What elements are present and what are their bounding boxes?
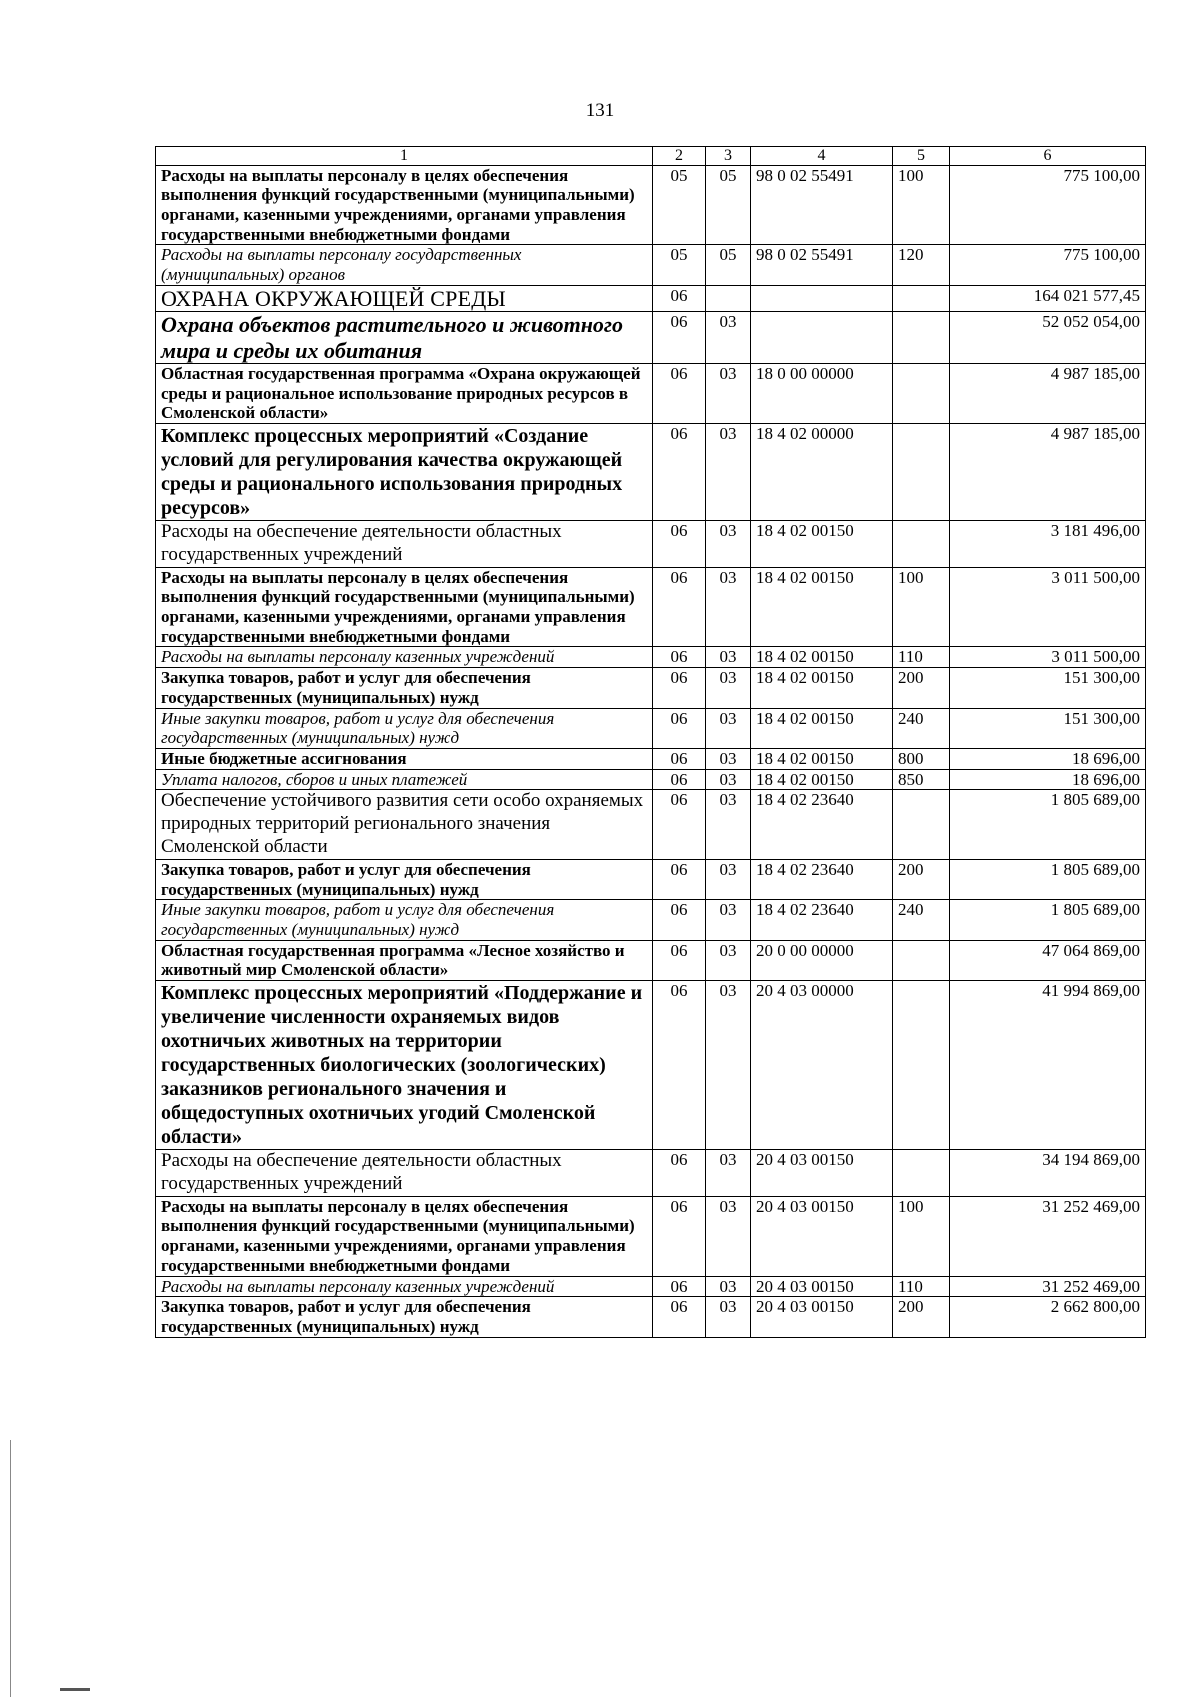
- subsection-code: 03: [706, 769, 751, 790]
- amount: 52 052 054,00: [950, 312, 1146, 364]
- table-row: [156, 567, 1146, 647]
- subsection-code: 03: [706, 312, 751, 364]
- amount: 34 194 869,00: [950, 1150, 1146, 1197]
- subsection-code: 03: [706, 1150, 751, 1197]
- subsection-code: 05: [706, 245, 751, 285]
- expense-type-code: [893, 940, 950, 980]
- col-header-5: 5: [893, 147, 950, 166]
- row-name: Иные закупки товаров, работ и услуг для обеспечения государственных (муниципальных) нужд: [156, 708, 653, 748]
- expense-type-code: [893, 1150, 950, 1197]
- amount: 3 011 500,00: [950, 567, 1146, 647]
- expense-type-code: 800: [893, 749, 950, 770]
- target-article-code: 18 4 02 00150: [751, 520, 893, 567]
- expense-type-code: 200: [893, 859, 950, 899]
- row-name: Комплекс процессных мероприятий «Поддержание и увеличение численности охраняемых видов охотничьих животных на территории государственных биологических (зоологических) заказников регионального значения и общедоступных охотничьих угодий Смоленской области»: [156, 981, 653, 1150]
- expense-type-code: [893, 285, 950, 311]
- table-row: [156, 245, 1146, 285]
- table-row: [156, 668, 1146, 708]
- table-row: [156, 749, 1146, 770]
- subsection-code: 03: [706, 1276, 751, 1297]
- row-name: Областная государственная программа «Охрана окружающей среды и рациональное использование природных ресурсов в Смоленской области»: [156, 363, 653, 423]
- expense-type-code: 240: [893, 900, 950, 940]
- amount: 31 252 469,00: [950, 1196, 1146, 1276]
- amount: 151 300,00: [950, 668, 1146, 708]
- scan-mark: [60, 1688, 90, 1691]
- table-row: [156, 1196, 1146, 1276]
- amount: 1 805 689,00: [950, 859, 1146, 899]
- section-code: 06: [653, 567, 706, 647]
- section-code: 06: [653, 647, 706, 668]
- subsection-code: 03: [706, 790, 751, 859]
- table-row: [156, 708, 1146, 748]
- section-code: 06: [653, 1276, 706, 1297]
- expense-type-code: 240: [893, 708, 950, 748]
- col-header-3: 3: [706, 147, 751, 166]
- table-row: [156, 1150, 1146, 1197]
- table-row: [156, 312, 1146, 364]
- amount: 2 662 800,00: [950, 1297, 1146, 1337]
- amount: 3 011 500,00: [950, 647, 1146, 668]
- table-row: [156, 165, 1146, 245]
- expense-type-code: [893, 312, 950, 364]
- amount: 775 100,00: [950, 245, 1146, 285]
- target-article-code: 20 4 03 00150: [751, 1297, 893, 1337]
- target-article-code: 20 0 00 00000: [751, 940, 893, 980]
- section-code: 06: [653, 363, 706, 423]
- amount: 164 021 577,45: [950, 285, 1146, 311]
- amount: 18 696,00: [950, 749, 1146, 770]
- amount: 1 805 689,00: [950, 900, 1146, 940]
- expense-type-code: [893, 520, 950, 567]
- expense-type-code: 110: [893, 1276, 950, 1297]
- table-row: [156, 1297, 1146, 1337]
- expense-type-code: 100: [893, 1196, 950, 1276]
- table-row: [156, 790, 1146, 859]
- target-article-code: 18 4 02 00000: [751, 423, 893, 520]
- subsection-code: 03: [706, 1297, 751, 1337]
- section-code: 06: [653, 285, 706, 311]
- table-row: [156, 647, 1146, 668]
- section-code: 06: [653, 1196, 706, 1276]
- target-article-code: 18 4 02 00150: [751, 647, 893, 668]
- table-row: [156, 900, 1146, 940]
- target-article-code: 18 4 02 00150: [751, 708, 893, 748]
- section-code: 06: [653, 790, 706, 859]
- row-name: Иные бюджетные ассигнования: [156, 749, 653, 770]
- row-name: Расходы на выплаты персоналу в целях обеспечения выполнения функций государственными (муниципальными) органами, казенными учреждениями, органами управления государственными внебюджетными фондами: [156, 1196, 653, 1276]
- row-name: Комплекс процессных мероприятий «Создание условий для регулирования качества окружающей среды и рационального использования природных ресурсов»: [156, 423, 653, 520]
- row-name: Обеспечение устойчивого развития сети особо охраняемых природных территорий регионального значения Смоленской области: [156, 790, 653, 859]
- row-name: Закупка товаров, работ и услуг для обеспечения государственных (муниципальных) нужд: [156, 859, 653, 899]
- row-name: Уплата налогов, сборов и иных платежей: [156, 769, 653, 790]
- expense-type-code: 100: [893, 165, 950, 245]
- section-code: 06: [653, 423, 706, 520]
- amount: 1 805 689,00: [950, 790, 1146, 859]
- row-name: Расходы на обеспечение деятельности областных государственных учреждений: [156, 520, 653, 567]
- target-article-code: 18 4 02 23640: [751, 790, 893, 859]
- table-row: [156, 423, 1146, 520]
- amount: 151 300,00: [950, 708, 1146, 748]
- target-article-code: 20 4 03 00150: [751, 1150, 893, 1197]
- page-number: 131: [585, 100, 615, 121]
- table-row: [156, 520, 1146, 567]
- subsection-code: 03: [706, 981, 751, 1150]
- table-row: [156, 859, 1146, 899]
- target-article-code: 18 4 02 00150: [751, 668, 893, 708]
- target-article-code: 18 4 02 23640: [751, 859, 893, 899]
- row-name: Расходы на выплаты персоналу в целях обеспечения выполнения функций государственными (муниципальными) органами, казенными учреждениями, органами управления государственными внебюджетными фондами: [156, 567, 653, 647]
- subsection-code: 03: [706, 708, 751, 748]
- expense-type-code: [893, 423, 950, 520]
- section-code: 06: [653, 1297, 706, 1337]
- col-header-4: 4: [751, 147, 893, 166]
- amount: 3 181 496,00: [950, 520, 1146, 567]
- table-row: [156, 981, 1146, 1150]
- target-article-code: 18 4 02 00150: [751, 769, 893, 790]
- col-header-1: 1: [156, 147, 653, 166]
- row-name: Расходы на выплаты персоналу казенных учреждений: [156, 1276, 653, 1297]
- row-name: Расходы на выплаты персоналу в целях обеспечения выполнения функций государственными (муниципальными) органами, казенными учреждениями, органами управления государственными внебюджетными фондами: [156, 165, 653, 245]
- section-code: 06: [653, 940, 706, 980]
- section-code: 06: [653, 520, 706, 567]
- subsection-code: 03: [706, 859, 751, 899]
- expense-type-code: 100: [893, 567, 950, 647]
- section-code: 06: [653, 312, 706, 364]
- scan-edge-line: [10, 1440, 11, 1697]
- amount: 41 994 869,00: [950, 981, 1146, 1150]
- section-code: 06: [653, 708, 706, 748]
- expense-type-code: 200: [893, 668, 950, 708]
- subsection-code: 05: [706, 165, 751, 245]
- target-article-code: [751, 312, 893, 364]
- expense-type-code: [893, 790, 950, 859]
- subsection-code: 03: [706, 363, 751, 423]
- target-article-code: 98 0 02 55491: [751, 165, 893, 245]
- target-article-code: 20 4 03 00150: [751, 1276, 893, 1297]
- subsection-code: 03: [706, 940, 751, 980]
- row-name: Охрана объектов растительного и животного мира и среды их обитания: [156, 312, 653, 364]
- subsection-code: 03: [706, 900, 751, 940]
- target-article-code: [751, 285, 893, 311]
- row-name: Расходы на обеспечение деятельности областных государственных учреждений: [156, 1150, 653, 1197]
- expense-type-code: 200: [893, 1297, 950, 1337]
- row-name: Закупка товаров, работ и услуг для обеспечения государственных (муниципальных) нужд: [156, 668, 653, 708]
- subsection-code: 03: [706, 647, 751, 668]
- target-article-code: 98 0 02 55491: [751, 245, 893, 285]
- col-header-6: 6: [950, 147, 1146, 166]
- subsection-code: 03: [706, 423, 751, 520]
- table-row: [156, 1276, 1146, 1297]
- expense-type-code: 850: [893, 769, 950, 790]
- subsection-code: 03: [706, 567, 751, 647]
- amount: 18 696,00: [950, 769, 1146, 790]
- table-row: [156, 363, 1146, 423]
- row-name: Расходы на выплаты персоналу государственных (муниципальных) органов: [156, 245, 653, 285]
- target-article-code: 18 4 02 00150: [751, 567, 893, 647]
- target-article-code: 20 4 03 00000: [751, 981, 893, 1150]
- amount: 4 987 185,00: [950, 423, 1146, 520]
- table-row: [156, 940, 1146, 980]
- expense-type-code: [893, 363, 950, 423]
- row-name: Иные закупки товаров, работ и услуг для обеспечения государственных (муниципальных) нужд: [156, 900, 653, 940]
- amount: 47 064 869,00: [950, 940, 1146, 980]
- subsection-code: 03: [706, 1196, 751, 1276]
- section-code: 05: [653, 165, 706, 245]
- expense-type-code: 120: [893, 245, 950, 285]
- target-article-code: 18 0 00 00000: [751, 363, 893, 423]
- col-header-2: 2: [653, 147, 706, 166]
- subsection-code: 03: [706, 749, 751, 770]
- amount: 4 987 185,00: [950, 363, 1146, 423]
- section-code: 06: [653, 668, 706, 708]
- section-code: 05: [653, 245, 706, 285]
- target-article-code: 20 4 03 00150: [751, 1196, 893, 1276]
- table-row: [156, 769, 1146, 790]
- row-name: Расходы на выплаты персоналу казенных учреждений: [156, 647, 653, 668]
- section-code: 06: [653, 769, 706, 790]
- section-code: 06: [653, 1150, 706, 1197]
- table-row: [156, 285, 1146, 311]
- budget-table: [155, 146, 1146, 1338]
- amount: 31 252 469,00: [950, 1276, 1146, 1297]
- column-number-row: [156, 147, 1146, 166]
- expense-type-code: [893, 981, 950, 1150]
- target-article-code: 18 4 02 23640: [751, 900, 893, 940]
- subsection-code: 03: [706, 520, 751, 567]
- expense-type-code: 110: [893, 647, 950, 668]
- section-code: 06: [653, 900, 706, 940]
- row-name: Закупка товаров, работ и услуг для обеспечения государственных (муниципальных) нужд: [156, 1297, 653, 1337]
- row-name: ОХРАНА ОКРУЖАЮЩЕЙ СРЕДЫ: [156, 285, 653, 311]
- amount: 775 100,00: [950, 165, 1146, 245]
- section-code: 06: [653, 749, 706, 770]
- target-article-code: 18 4 02 00150: [751, 749, 893, 770]
- section-code: 06: [653, 981, 706, 1150]
- section-code: 06: [653, 859, 706, 899]
- table-body: [156, 165, 1146, 1337]
- row-name: Областная государственная программа «Лесное хозяйство и животный мир Смоленской области»: [156, 940, 653, 980]
- subsection-code: [706, 285, 751, 311]
- subsection-code: 03: [706, 668, 751, 708]
